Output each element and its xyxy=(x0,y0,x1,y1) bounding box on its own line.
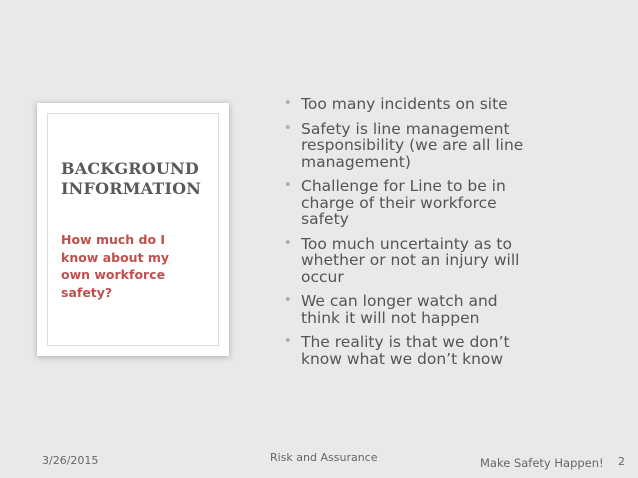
bullet-text-line: Too many incidents on site xyxy=(301,95,508,113)
slide-subtitle xyxy=(61,231,211,301)
bullet-item xyxy=(284,96,584,113)
bullet-text-line: Challenge for Line to be in xyxy=(301,177,506,195)
slide-subtitle-line: know about my xyxy=(61,249,170,265)
title-card-border xyxy=(47,113,219,346)
bullet-dot-icon: • xyxy=(284,293,292,308)
slide-title-line: BACKGROUND xyxy=(61,159,199,178)
page-number: 2 xyxy=(618,455,625,468)
bullet-text-line: know what we don’t know xyxy=(301,349,504,368)
bullet-dot-icon: • xyxy=(284,235,292,251)
bullet-text-line: safety xyxy=(301,210,349,228)
slide-subtitle-line: safety? xyxy=(61,284,113,300)
footer-date: 3/26/2015 xyxy=(42,454,99,467)
bullet-text-line: whether or not an injury will xyxy=(301,251,520,269)
slide-title-line: INFORMATION xyxy=(61,179,202,198)
bullet-dot-icon: • xyxy=(284,120,292,136)
bullet-dot-icon: • xyxy=(284,178,292,193)
slide-subtitle-line: own workforce xyxy=(61,267,166,282)
title-card xyxy=(37,103,229,356)
bullet-text-line: think it will not happen xyxy=(301,308,480,327)
footer-center-text: Risk and Assurance xyxy=(270,451,378,464)
bullet-text-line: Safety is line management xyxy=(301,119,510,138)
bullet-dot-icon: • xyxy=(284,96,292,111)
bullet-item xyxy=(284,236,584,286)
footer-slogan: Make Safety Happen! xyxy=(480,456,604,470)
bullet-item xyxy=(284,178,584,228)
bullet-list xyxy=(284,96,584,375)
bullet-text-line: management) xyxy=(301,152,411,171)
bullet-text-line: The reality is that we don’t xyxy=(301,333,510,351)
bullet-text-line: responsibility (we are all line xyxy=(301,136,524,154)
bullet-item xyxy=(284,334,584,367)
slide-title xyxy=(61,159,211,199)
bullet-text-line: occur xyxy=(301,267,344,286)
bullet-text-line: charge of their workforce xyxy=(301,193,497,212)
slide-subtitle-line: How much do I xyxy=(61,232,166,247)
bullet-item xyxy=(284,121,584,171)
bullet-text-line: Too much uncertainty as to xyxy=(301,234,512,253)
bullet-dot-icon: • xyxy=(284,334,292,349)
bullet-item xyxy=(284,293,584,326)
bullet-text-line: We can longer watch and xyxy=(301,292,498,310)
